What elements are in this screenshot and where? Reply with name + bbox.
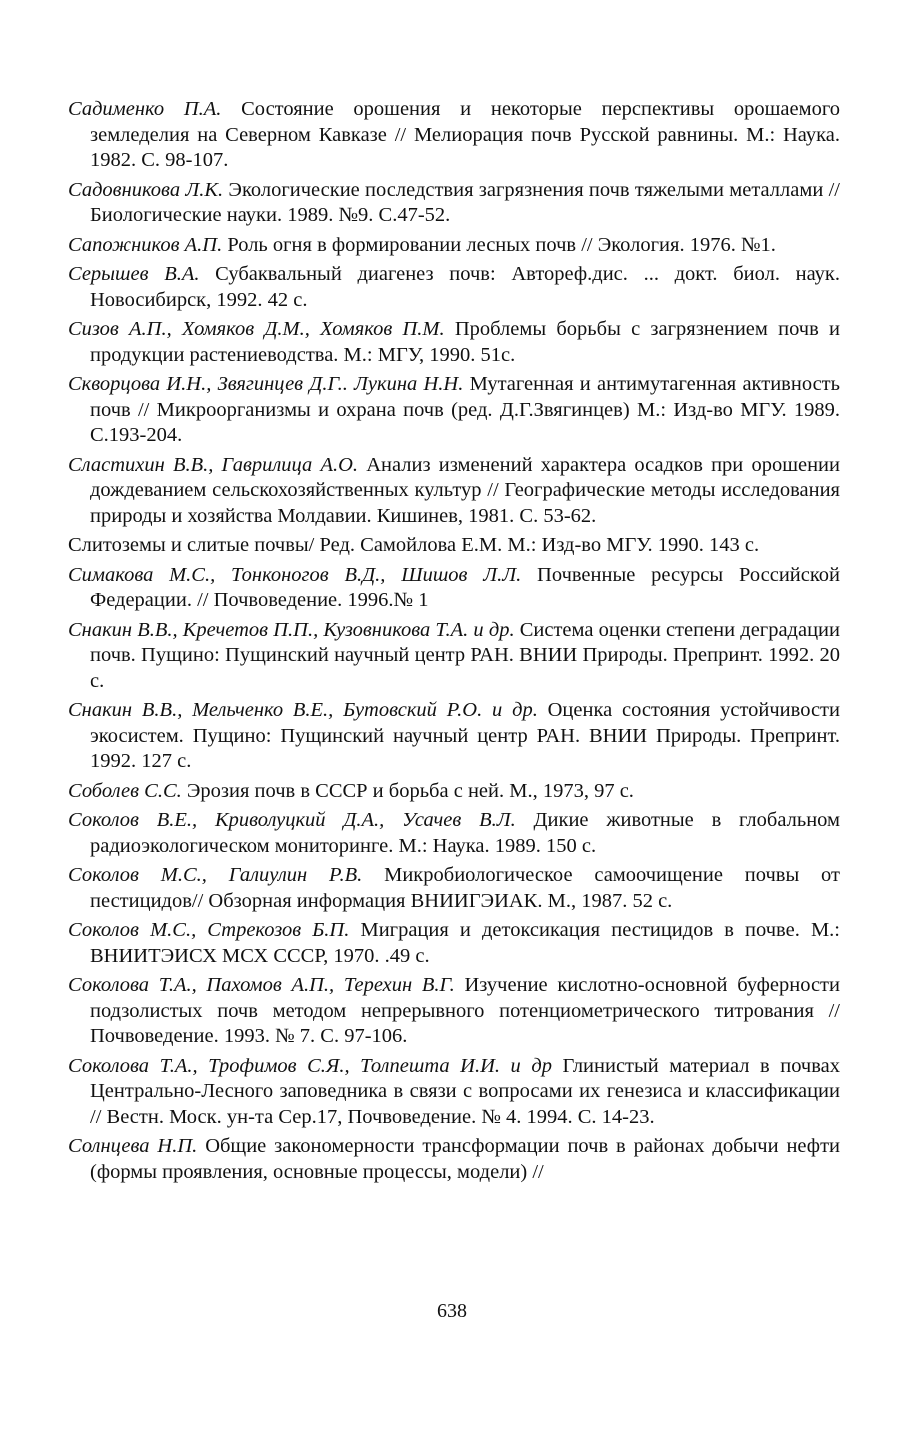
reference-author: Симакова М.С., Тонконогов В.Д., Шишов Л.Л. <box>68 563 522 586</box>
reference-author: Садовникова Л.К. <box>68 178 224 201</box>
reference-entry <box>68 533 840 559</box>
reference-text: Эрозия почв в СССР и борьба с ней. М., 1973, 97 с. <box>181 779 634 802</box>
reference-entry <box>68 618 840 695</box>
reference-author: Соколова Т.А., Пахомов А.П., Терехин В.Г. <box>68 974 455 996</box>
reference-text: Почвенные ресурсы Российской Федерации. // Почвоведение. 1996.№ 1 <box>90 563 840 611</box>
reference-text: Экологические последствия загрязнения почв тяжелыми металлами // Биологические науки. 1989. №9. С.47-52. <box>90 178 840 226</box>
reference-text: Система оценки степени деградации почв. Пущино: Пущинский научный центр РАН. ВНИИ Природы. Препринт. 1992. 20 с. <box>90 618 840 692</box>
reference-list <box>68 97 840 1189</box>
reference-text: Анализ изменений характера осадков при орошении дождеванием сельскохозяйственных культур // Географические методы исследования природы и хозяйства Молдавии. Кишинев, 1981. С. 53-62. <box>90 453 840 527</box>
reference-entry <box>68 1134 840 1185</box>
reference-author: Снакин В.В., Мельченко В.Е., Бутовский Р.О. и др. <box>68 699 538 721</box>
reference-entry <box>68 262 840 313</box>
reference-author: Соколов М.С., Стрекозов Б.П. <box>68 919 350 941</box>
reference-text: Мутагенная и антимутагенная активность почв // Микроорганизмы и охрана почв (ред. Д.Г.Звягинцев) М.: Изд-во МГУ. 1989. С.193-204. <box>90 373 840 446</box>
reference-author: Сапожников А.П. <box>68 233 223 256</box>
reference-author: Сластихин В.В., Гаврилица А.О. <box>68 453 359 476</box>
reference-entry <box>68 973 840 1050</box>
reference-author: Снакин В.В., Кречетов П.П., Кузовникова Т.А. и др. <box>68 618 515 641</box>
reference-entry <box>68 317 840 368</box>
reference-entry <box>68 372 840 449</box>
reference-author: Скворцова И.Н., Звягинцев Д.Г.. Лукина Н.Н. <box>68 373 464 395</box>
reference-author: Садименко П.А. <box>68 98 222 120</box>
reference-text: Глинистый материал в почвах Центрально-Лесного заповедника в связи с вопросами их генезиса и классификации // Вестн. Моск. ун-та Сер.17, Почвоведение. № 4. 1994. С. 14-23. <box>90 1054 840 1128</box>
reference-text: Дикие животные в глобальном радиоэкологическом мониторинге. М.: Наука. 1989. 150 с. <box>90 809 840 857</box>
reference-entry <box>68 698 840 775</box>
reference-text: Изучение кислотно-основной буферности подзолистых почв методом непрерывного потенциометрического титрования // Почвоведение. 1993. № 7. С. 97-106. <box>90 974 840 1047</box>
reference-author: Солнцева Н.П. <box>68 1135 198 1157</box>
reference-text: Роль огня в формировании лесных почв // Экология. 1976. №1. <box>222 233 776 256</box>
reference-author: Соколов М.С., Галиулин Р.В. <box>68 864 363 886</box>
reference-text: Оценка состояния устойчивости экосистем. Пущино: Пущинский научный центр РАН. ВНИИ Природы. Препринт. 1992. 127 с. <box>90 699 840 772</box>
reference-author: Сизов А.П., Хомяков Д.М., Хомяков П.М. <box>68 318 445 340</box>
reference-text: Слитоземы и слитые почвы/ Ред. Самойлова Е.М. М.: Изд-во МГУ. 1990. 143 с. <box>68 534 760 556</box>
reference-author: Соколов В.Е., Криволуцкий Д.А., Усачев В.Л. <box>68 809 516 831</box>
reference-text: Субаквальный диагенез почв: Автореф.дис. ... докт. биол. наук. Новосибирск, 1992. 42 с. <box>90 263 840 311</box>
reference-text: Состояние орошения и некоторые перспективы орошаемого земледелия на Северном Кавказе // Мелиорация почв Русской равнины. М.: Наука. 1982. С. 98-107. <box>90 98 841 171</box>
reference-author: Соболев С.С. <box>68 779 182 802</box>
reference-entry <box>68 563 840 614</box>
reference-entry <box>68 453 840 530</box>
reference-entry <box>68 97 840 174</box>
reference-author: Серышев В.А. <box>68 263 200 285</box>
reference-text: Миграция и детоксикация пестицидов в почве. М.: ВНИИТЭИСХ МСХ СССР, 1970. .49 с. <box>90 919 840 967</box>
page-number: 638 <box>437 1300 467 1322</box>
reference-text: Проблемы борьбы с загрязнением почв и продукции растениеводства. М.: МГУ, 1990. 51с. <box>90 318 840 366</box>
reference-entry <box>68 779 840 805</box>
reference-entry <box>68 233 840 259</box>
reference-text: Общие закономерности трансформации почв в районах добычи нефти (формы проявления, основные процессы, модели) // <box>90 1135 840 1183</box>
reference-author: Соколова Т.А., Трофимов С.Я., Толпешта И.И. и др <box>68 1054 552 1077</box>
reference-entry <box>68 178 840 229</box>
reference-entry <box>68 918 840 969</box>
reference-text: Микробиологическое самоочищение почвы от пестицидов// Обзорная информация ВНИИГЭИАК. М., 1987. 52 с. <box>90 864 840 912</box>
reference-entry <box>68 863 840 914</box>
reference-entry <box>68 1054 840 1131</box>
reference-entry <box>68 808 840 859</box>
